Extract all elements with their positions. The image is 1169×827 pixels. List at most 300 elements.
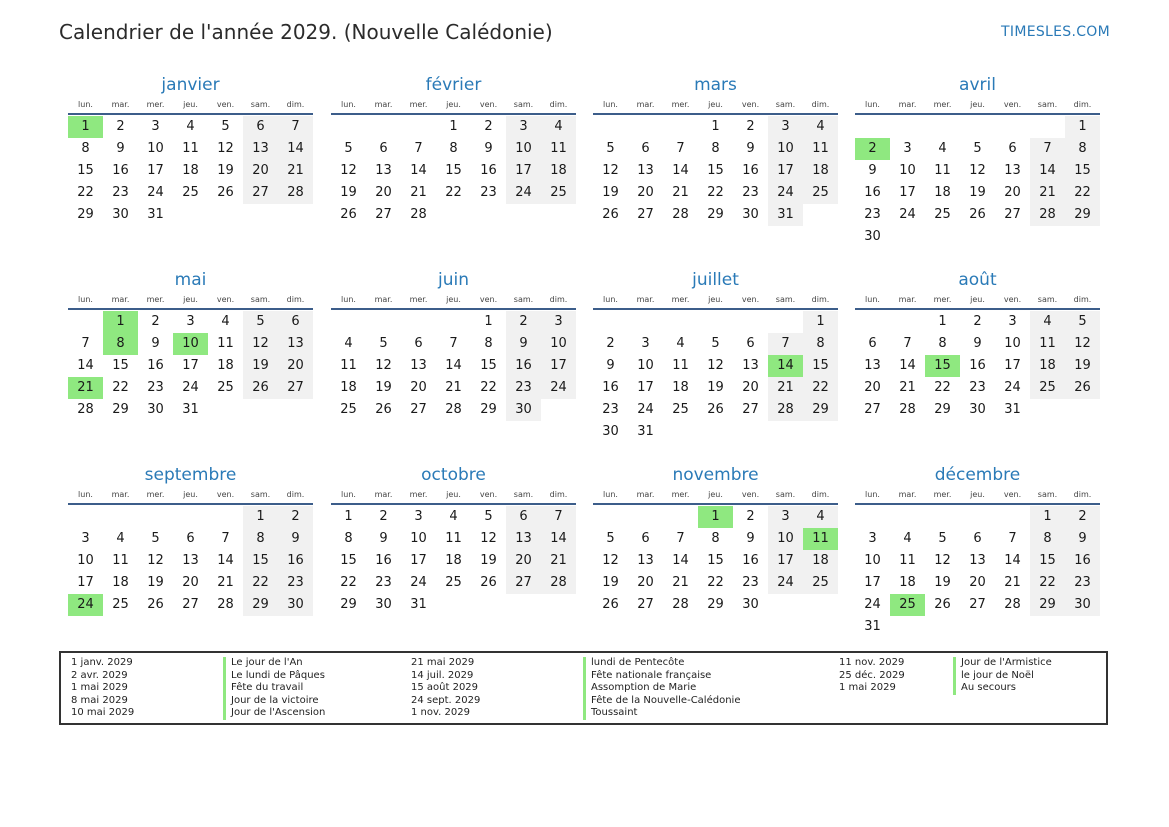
day-cell: 19 (340, 185, 357, 200)
day-cell: 21 (672, 185, 689, 200)
day-cell: 7 (1030, 138, 1065, 160)
day-cell: 24 (768, 572, 803, 594)
week-row (855, 355, 1100, 377)
day-cell: 20 (969, 575, 986, 590)
day-cell: 14 (278, 138, 313, 160)
empty-cell (593, 116, 628, 138)
empty-cell (995, 616, 1030, 638)
day-cell: 14 (672, 553, 689, 568)
empty-cell (925, 226, 960, 248)
day-cell: 6 (278, 311, 313, 333)
day-cell: 6 (1008, 141, 1017, 156)
weekday-label: dim. (1073, 100, 1092, 109)
day-cell: 27 (637, 207, 654, 222)
day-cell: 22 (707, 185, 724, 200)
day-cell: 28 (217, 597, 234, 612)
day-cell: 22 (112, 380, 129, 395)
day-cell: 30 (147, 402, 164, 417)
day-cell: 9 (379, 531, 388, 546)
weekday-label: mer. (933, 490, 952, 499)
day-cell: 17 (182, 358, 199, 373)
day-cell: 2 (484, 119, 493, 134)
day-cell: 15 (480, 358, 497, 373)
weekday-label: lun. (341, 100, 356, 109)
day-cell: 29 (934, 402, 951, 417)
day-cell: 21 (768, 377, 803, 399)
day-cell: 24 (899, 207, 916, 222)
week-row (593, 160, 838, 182)
day-cell: 13 (637, 163, 654, 178)
day-cell: 3 (81, 531, 90, 546)
day-cell: 12 (375, 358, 392, 373)
weekday-header (855, 99, 1100, 115)
weekday-label: lun. (865, 100, 880, 109)
day-cell: 16 (506, 355, 541, 377)
empty-cell (768, 594, 803, 616)
day-cell: 19 (217, 163, 234, 178)
day-cell: 7 (676, 531, 685, 546)
weekday-label: jeu. (708, 100, 723, 109)
empty-cell (103, 506, 138, 528)
day-cell: 6 (379, 141, 388, 156)
day-cell: 19 (243, 355, 278, 377)
weekday-label: sam. (250, 490, 271, 499)
day-cell: 6 (414, 336, 423, 351)
legend-date: 1 nov. 2029 (411, 707, 470, 719)
day-cell: 25 (541, 182, 576, 204)
legend-holiday-name: Jour de la victoire (223, 695, 325, 708)
empty-cell (366, 311, 401, 333)
week-row (855, 226, 1100, 248)
day-cell: 22 (445, 185, 462, 200)
empty-cell (960, 506, 995, 528)
week-row (855, 311, 1100, 333)
day-cell: 19 (707, 380, 724, 395)
day-cell: 3 (868, 531, 877, 546)
empty-cell (331, 116, 366, 138)
weekday-label: ven. (216, 100, 235, 109)
day-cell: 1 (803, 311, 838, 333)
week-row (68, 116, 313, 138)
day-cell: 10 (410, 531, 427, 546)
week-row (855, 182, 1100, 204)
week-row (331, 377, 576, 399)
day-cell: 15 (243, 550, 278, 572)
empty-cell (803, 421, 838, 443)
day-cell: 20 (243, 160, 278, 182)
empty-cell (925, 116, 960, 138)
empty-cell (68, 311, 103, 333)
day-cell: 11 (217, 336, 234, 351)
day-cell: 2 (855, 138, 890, 160)
weekday-label: ven. (1003, 100, 1022, 109)
empty-cell (855, 116, 890, 138)
day-cell: 9 (116, 141, 125, 156)
day-cell: 12 (340, 163, 357, 178)
day-cell: 3 (768, 116, 803, 138)
week-row (68, 506, 313, 528)
day-cell: 4 (803, 506, 838, 528)
day-cell: 4 (676, 336, 685, 351)
day-cell: 17 (77, 575, 94, 590)
empty-cell (436, 311, 471, 333)
week-row (68, 333, 313, 355)
day-cell: 23 (602, 402, 619, 417)
day-cell: 1 (344, 509, 353, 524)
legend-holiday-name: Le jour de l'An (223, 657, 325, 670)
day-cell: 28 (77, 402, 94, 417)
weekday-label: mar. (374, 100, 393, 109)
day-cell: 23 (112, 185, 129, 200)
day-cell: 14 (77, 358, 94, 373)
day-cell: 13 (864, 358, 881, 373)
day-cell: 20 (637, 575, 654, 590)
day-cell: 11 (340, 358, 357, 373)
day-cell: 27 (637, 597, 654, 612)
month-4 (855, 75, 1100, 248)
day-cell: 4 (116, 531, 125, 546)
day-cell: 29 (707, 207, 724, 222)
day-cell: 9 (506, 333, 541, 355)
day-cell: 22 (480, 380, 497, 395)
month-10 (331, 465, 576, 616)
day-cell: 30 (864, 229, 881, 244)
weekday-label: mer. (409, 100, 428, 109)
day-cell: 5 (973, 141, 982, 156)
day-cell: 15 (1030, 550, 1065, 572)
day-cell: 21 (672, 575, 689, 590)
day-cell: 9 (606, 358, 615, 373)
empty-cell (733, 421, 768, 443)
weekday-label: lun. (78, 490, 93, 499)
day-cell: 2 (151, 314, 160, 329)
legend-holiday-name: Jour de l'Ascension (223, 707, 325, 720)
day-cell: 14 (1030, 160, 1065, 182)
day-cell: 11 (445, 531, 462, 546)
week-row (331, 160, 576, 182)
week-row (855, 572, 1100, 594)
day-cell: 18 (217, 358, 234, 373)
empty-cell (995, 506, 1030, 528)
week-row (331, 506, 576, 528)
weekday-label: mer. (671, 295, 690, 304)
day-cell: 18 (899, 575, 916, 590)
weekday-label: mar. (636, 490, 655, 499)
legend-date: 24 sept. 2029 (411, 694, 481, 706)
page-title: Calendrier de l'année 2029. (Nouvelle Calédonie) (59, 20, 553, 44)
legend-holiday-name: lundi de Pentecôte (583, 657, 740, 670)
empty-cell (243, 399, 278, 421)
empty-cell (960, 116, 995, 138)
empty-cell (278, 399, 313, 421)
day-cell: 27 (410, 402, 427, 417)
day-cell: 5 (606, 141, 615, 156)
day-cell: 14 (672, 163, 689, 178)
month-name: mars (694, 75, 737, 95)
week-row (593, 333, 838, 355)
empty-cell (593, 311, 628, 333)
weekday-label: mar. (111, 295, 130, 304)
day-cell: 10 (899, 163, 916, 178)
empty-cell (890, 506, 925, 528)
day-cell: 14 (445, 358, 462, 373)
month-name: octobre (421, 465, 486, 485)
day-cell: 21 (445, 380, 462, 395)
weekday-label: lun. (865, 490, 880, 499)
day-cell: 8 (344, 531, 353, 546)
site-link[interactable]: TIMESLES.COM (1001, 24, 1110, 40)
day-cell: 2 (746, 509, 755, 524)
day-cell: 17 (147, 163, 164, 178)
day-cell: 20 (410, 380, 427, 395)
empty-cell (628, 116, 663, 138)
day-cell: 8 (803, 333, 838, 355)
week-row (331, 594, 576, 616)
weekday-label: mer. (409, 490, 428, 499)
week-row (855, 116, 1100, 138)
week-row (68, 572, 313, 594)
weekday-label: dim. (549, 295, 568, 304)
day-cell: 16 (480, 163, 497, 178)
month-1 (68, 75, 313, 226)
week-row (331, 399, 576, 421)
legend-date: 11 nov. 2029 (839, 657, 905, 668)
empty-cell (803, 204, 838, 226)
weekday-label: mar. (374, 295, 393, 304)
day-cell: 10 (768, 528, 803, 550)
day-cell: 18 (934, 185, 951, 200)
weekday-label: lun. (78, 295, 93, 304)
day-cell: 26 (707, 402, 724, 417)
week-row (855, 399, 1100, 421)
weekday-header (855, 294, 1100, 310)
day-cell: 12 (243, 333, 278, 355)
empty-cell (593, 506, 628, 528)
empty-cell (471, 594, 506, 616)
legend-date: 14 juil. 2029 (411, 669, 474, 681)
day-cell: 15 (340, 553, 357, 568)
day-cell: 3 (506, 116, 541, 138)
day-cell: 13 (375, 163, 392, 178)
day-cell: 10 (506, 138, 541, 160)
empty-cell (366, 116, 401, 138)
week-row (331, 572, 576, 594)
day-cell: 21 (410, 185, 427, 200)
day-cell: 11 (672, 358, 689, 373)
month-9 (68, 465, 313, 616)
day-cell: 14 (217, 553, 234, 568)
day-cell: 2 (116, 119, 125, 134)
day-cell: 31 (637, 424, 654, 439)
day-cell: 9 (746, 531, 755, 546)
day-cell: 13 (410, 358, 427, 373)
legend-date: 1 mai 2029 (71, 682, 128, 694)
day-cell: 22 (1030, 572, 1065, 594)
legend-dates-column (411, 657, 480, 720)
day-cell: 4 (186, 119, 195, 134)
day-cell: 3 (186, 314, 195, 329)
legend-holiday-name: Au secours (953, 682, 1052, 695)
month-5 (68, 270, 313, 421)
weekday-label: jeu. (446, 100, 461, 109)
weekday-label: mer. (146, 490, 165, 499)
week-row (593, 528, 838, 550)
day-cell: 15 (445, 163, 462, 178)
empty-cell (995, 116, 1030, 138)
day-cell: 20 (375, 185, 392, 200)
day-cell: 2 (379, 509, 388, 524)
day-cell: 11 (182, 141, 199, 156)
weekday-header (331, 99, 576, 115)
day-cell: 6 (746, 336, 755, 351)
week-row (331, 550, 576, 572)
day-cell: 30 (375, 597, 392, 612)
day-cell: 25 (672, 402, 689, 417)
empty-cell (243, 204, 278, 226)
weekday-label: lun. (341, 295, 356, 304)
weekday-label: mar. (636, 100, 655, 109)
weekday-label: sam. (513, 490, 534, 499)
weekday-label: dim. (811, 490, 830, 499)
day-cell: 12 (217, 141, 234, 156)
day-cell: 6 (973, 531, 982, 546)
week-row (855, 333, 1100, 355)
empty-cell (436, 204, 471, 226)
day-cell: 10 (541, 333, 576, 355)
day-cell: 18 (1030, 355, 1065, 377)
day-cell: 27 (1004, 207, 1021, 222)
weekday-header (593, 294, 838, 310)
legend-dates-column (839, 657, 905, 695)
day-cell: 23 (742, 575, 759, 590)
day-cell: 17 (410, 553, 427, 568)
day-cell: 16 (742, 553, 759, 568)
weekday-label: lun. (603, 100, 618, 109)
weekday-label: lun. (603, 490, 618, 499)
day-cell: 24 (147, 185, 164, 200)
empty-cell (663, 506, 698, 528)
day-cell: 5 (484, 509, 493, 524)
day-cell: 28 (672, 207, 689, 222)
day-cell: 14 (541, 528, 576, 550)
day-cell: 8 (938, 336, 947, 351)
day-cell: 15 (803, 355, 838, 377)
week-row (331, 311, 576, 333)
weekday-label: mer. (933, 295, 952, 304)
day-cell: 26 (340, 207, 357, 222)
legend-holiday-name: Fête du travail (223, 682, 325, 695)
day-cell: 29 (1030, 594, 1065, 616)
day-cell: 15 (707, 553, 724, 568)
day-cell: 3 (641, 336, 650, 351)
day-cell: 9 (484, 141, 493, 156)
weekday-label: ven. (741, 295, 760, 304)
day-cell: 31 (1004, 402, 1021, 417)
day-cell: 5 (379, 336, 388, 351)
day-cell: 5 (243, 311, 278, 333)
week-row (593, 594, 838, 616)
day-cell: 9 (868, 163, 877, 178)
day-cell: 29 (243, 594, 278, 616)
day-cell: 5 (938, 531, 947, 546)
day-cell: 7 (414, 141, 423, 156)
day-cell: 1 (68, 116, 103, 138)
weekday-header (68, 99, 313, 115)
day-cell: 2 (606, 336, 615, 351)
day-cell: 8 (81, 141, 90, 156)
day-cell: 21 (217, 575, 234, 590)
weekday-label: mar. (111, 490, 130, 499)
month-name: janvier (161, 75, 220, 95)
day-cell: 7 (541, 506, 576, 528)
day-cell: 27 (864, 402, 881, 417)
day-cell: 5 (151, 531, 160, 546)
week-row (331, 182, 576, 204)
month-2 (331, 75, 576, 226)
week-row (331, 204, 576, 226)
legend-date: 1 mai 2029 (839, 682, 896, 694)
weekday-label: ven. (479, 490, 498, 499)
day-cell: 25 (803, 182, 838, 204)
day-cell: 15 (925, 355, 960, 377)
day-cell: 11 (899, 553, 916, 568)
week-row (855, 204, 1100, 226)
month-6 (331, 270, 576, 421)
legend-holiday-name: Jour de l'Armistice (953, 657, 1052, 670)
day-cell: 13 (637, 553, 654, 568)
day-cell: 1 (1065, 116, 1100, 138)
empty-cell (208, 204, 243, 226)
legend-holiday-name: Fête de la Nouvelle-Calédonie (583, 695, 740, 708)
day-cell: 10 (77, 553, 94, 568)
day-cell: 28 (278, 182, 313, 204)
month-3 (593, 75, 838, 226)
day-cell: 17 (899, 185, 916, 200)
day-cell: 13 (506, 528, 541, 550)
day-cell: 7 (449, 336, 458, 351)
day-cell: 27 (182, 597, 199, 612)
day-cell: 1 (938, 314, 947, 329)
weekday-label: sam. (1037, 490, 1058, 499)
empty-cell (855, 311, 890, 333)
weekday-label: mer. (671, 490, 690, 499)
day-cell: 2 (278, 506, 313, 528)
empty-cell (1065, 616, 1100, 638)
day-cell: 11 (934, 163, 951, 178)
day-cell: 3 (151, 119, 160, 134)
empty-cell (663, 116, 698, 138)
legend-holiday-name: le jour de Noël (953, 670, 1052, 683)
day-cell: 31 (410, 597, 427, 612)
day-cell: 18 (541, 160, 576, 182)
day-cell: 27 (506, 572, 541, 594)
day-cell: 10 (864, 553, 881, 568)
day-cell: 4 (1030, 311, 1065, 333)
day-cell: 29 (340, 597, 357, 612)
day-cell: 8 (1065, 138, 1100, 160)
day-cell: 21 (541, 550, 576, 572)
day-cell: 23 (480, 185, 497, 200)
weekday-label: ven. (1003, 295, 1022, 304)
day-cell: 26 (1065, 377, 1100, 399)
day-cell: 31 (768, 204, 803, 226)
legend-date: 1 janv. 2029 (71, 657, 133, 668)
weekday-label: sam. (1037, 295, 1058, 304)
day-cell: 2 (973, 314, 982, 329)
weekday-label: dim. (811, 295, 830, 304)
week-row (593, 421, 838, 443)
month-11 (593, 465, 838, 616)
